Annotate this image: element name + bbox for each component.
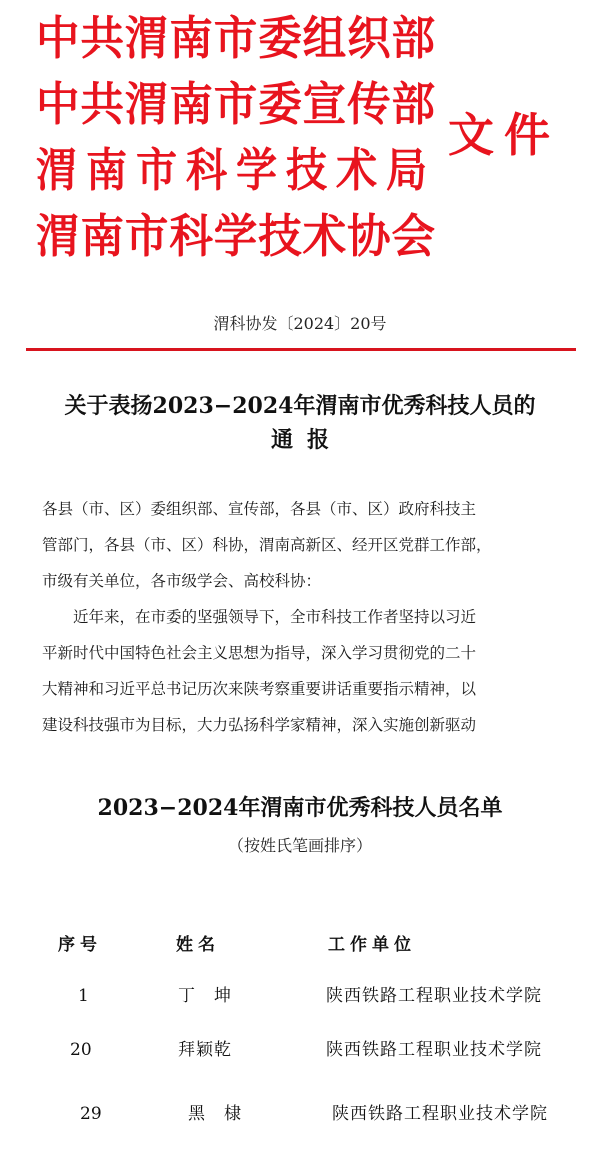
table-row <box>0 982 600 1012</box>
list-subtitle: （按姓氏笔画排序） <box>227 836 372 855</box>
notice-title-line-1: 关于表扬2023−2024年渭南市优秀科技人员的 <box>64 393 536 419</box>
table-row <box>0 1036 600 1066</box>
row-index: 1 <box>78 986 89 1006</box>
body-line-1: 各县（市、区）委组织部、宣传部，各县（市、区）政府科技主 <box>42 500 477 518</box>
header-index: 序号 <box>58 935 102 955</box>
document-suffix: 文件 <box>448 108 560 162</box>
body-line-3: 市级有关单位，各市级学会、高校科协： <box>42 572 322 590</box>
org-name-1: 中共渭南市委组织部 <box>36 11 436 65</box>
row-index: 29 <box>80 1104 102 1124</box>
row-unit: 陕西铁路工程职业技术学院 <box>326 986 542 1006</box>
body-line-7: 建设科技强市为目标，大力弘扬科学家精神，深入实施创新驱动 <box>42 716 477 734</box>
org-name-3: 渭南市科学技术局 <box>36 143 436 197</box>
org-name-4: 渭南市科学技术协会 <box>36 209 436 263</box>
header-unit: 工作单位 <box>328 935 416 955</box>
list-title: 2023−2024年渭南市优秀科技人员名单 <box>97 795 503 821</box>
document-number: 渭科协发〔2024〕20号 <box>213 314 387 333</box>
table-row <box>0 1100 600 1130</box>
row-index: 20 <box>70 1040 92 1060</box>
org-name-2: 中共渭南市委宣传部 <box>36 77 436 131</box>
body-line-6: 大精神和习近平总书记历次来陕考察重要讲话重要指示精神，以 <box>42 680 477 698</box>
row-name: 拜颖乾 <box>178 1040 232 1060</box>
body-line-5: 平新时代中国特色社会主义思想为指导，深入学习贯彻党的二十 <box>42 644 477 662</box>
row-unit: 陕西铁路工程职业技术学院 <box>326 1040 542 1060</box>
row-name: 丁 坤 <box>178 986 232 1006</box>
header-name: 姓名 <box>176 935 220 955</box>
row-unit: 陕西铁路工程职业技术学院 <box>332 1104 548 1124</box>
row-name: 黑 棣 <box>188 1104 242 1124</box>
body-line-2: 管部门，各县（市、区）科协，渭南高新区、经开区党群工作部， <box>42 536 492 554</box>
red-divider <box>26 348 576 351</box>
notice-title-line-2: 通报 <box>270 427 343 453</box>
body-line-4: 近年来，在市委的坚强领导下，全市科技工作者坚持以习近 <box>42 608 477 626</box>
